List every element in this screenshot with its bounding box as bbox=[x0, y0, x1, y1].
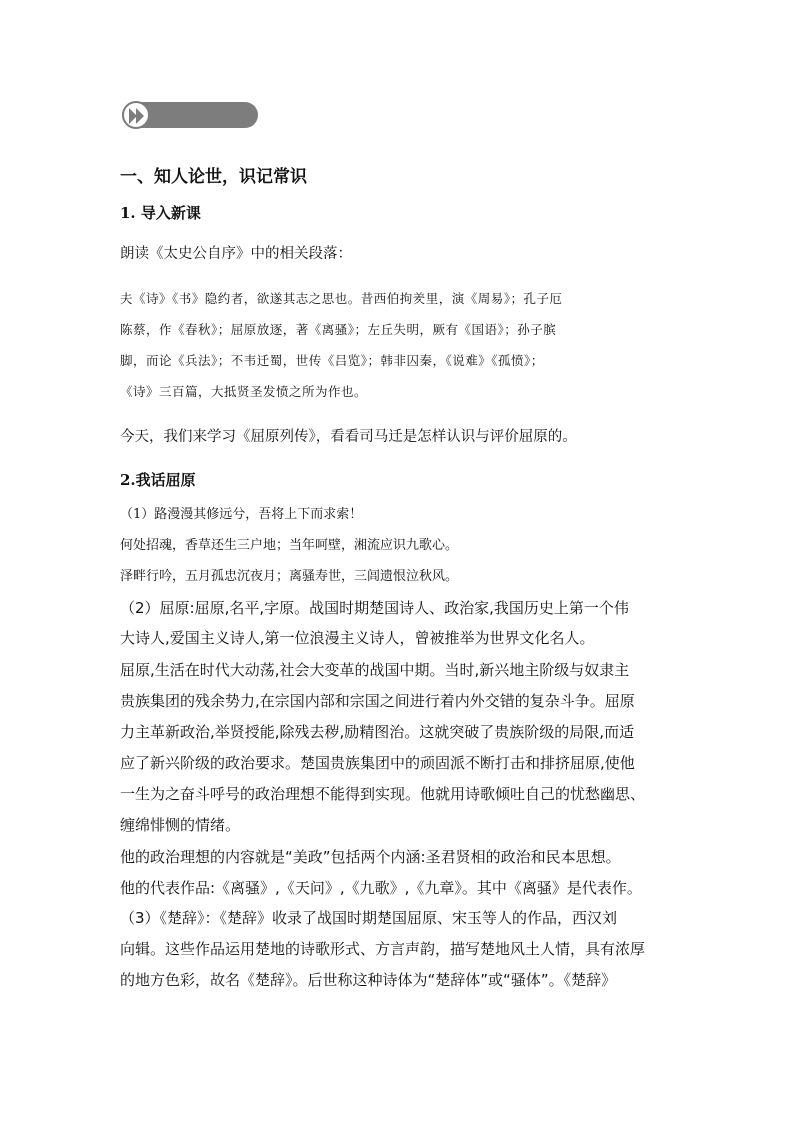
paragraph-line: 屈原,生活在时代大动荡,社会大变革的战国中期。当时,新兴地主阶级与奴隶主 bbox=[120, 661, 630, 679]
intro-text: 朗读《太史公自序》中的相关段落： bbox=[120, 246, 352, 262]
paragraph-line: 缠绵悱恻的情绪。 bbox=[120, 816, 241, 834]
section-banner bbox=[122, 102, 258, 128]
subsection-title-quyuan: 2.我话屈原 bbox=[120, 471, 196, 489]
quote-line: 夫《诗》《书》隐约者，欲遂其志之思也。昔西伯拘羑里，演《周易》；孔子厄 bbox=[120, 291, 563, 306]
today-text: 今天，我们来学习《屈原列传》，看看司马迁是怎样认识与评价屈原的。 bbox=[120, 429, 577, 445]
paragraph-line: 他的代表作品:《离骚》,《天问》,《九歌》,《九章》。其中《离骚》是代表作。 bbox=[120, 879, 642, 897]
paragraph-line: 的地方色彩，故名《楚辞》。后世称这种诗体为“楚辞体”或“骚体”。《楚辞》 bbox=[120, 971, 617, 989]
subsection-title-intro: 1. 导入新课 bbox=[120, 204, 201, 222]
paragraph-line: 一生为之奋斗呼号的政治理想不能得到实现。他就用诗歌倾吐自己的忧愁幽思、 bbox=[120, 785, 646, 803]
paragraph-line: 他的政治理想的内容就是“美政”包括两个内涵:圣君贤相的政治和民本思想。 bbox=[120, 848, 621, 866]
section-title: 一、知人论世，识记常识 bbox=[120, 167, 307, 187]
poem-line: 何处招魂，香草还生三户地；当年呵壁，湘流应识九歌心。 bbox=[120, 538, 459, 553]
paragraph-line: 向辑。这些作品运用楚地的诗歌形式、方言声韵，描写楚地风土人情，具有浓厚 bbox=[120, 940, 646, 958]
quote-line: 陈蔡，作《春秋》；屈原放逐，著《离骚》；左丘失明，厥有《国语》；孙子膑 bbox=[120, 322, 557, 337]
paragraph-line: 应了新兴阶级的政治要求。楚国贵族集团中的顽固派不断打击和排挤屈原,使他 bbox=[120, 754, 635, 772]
quote-line: 《诗》三百篇，大抵贤圣发愤之所为作也。 bbox=[120, 384, 368, 399]
quote-line: 脚，而论《兵法》；不韦迁蜀，世传《吕览》；韩非囚秦，《说难》《孤愤》； bbox=[120, 353, 544, 368]
paragraph-line: （2）屈原:屈原,名平,字原。战国时期楚国诗人、政治家,我国历史上第一个伟 bbox=[120, 599, 629, 617]
paragraph-line: （3）《楚辞》：《楚辞》收录了战国时期楚国屈原、宋玉等人的作品，西汉刘 bbox=[120, 909, 618, 927]
fast-forward-icon bbox=[122, 101, 150, 129]
poem-line: 泽畔行吟，五月孤忠沉夜月；离骚寿世，三闾遗恨泣秋风。 bbox=[120, 569, 459, 584]
poem-line: （1）路漫漫其修远兮，吾将上下而求索！ bbox=[120, 507, 363, 522]
paragraph-line: 大诗人,爱国主义诗人,第一位浪漫主义诗人，曾被推举为世界文化名人。 bbox=[120, 629, 595, 647]
paragraph-line: 贵族集团的残余势力,在宗国内部和宗国之间进行着内外交错的复杂斗争。屈原 bbox=[120, 692, 635, 710]
paragraph-line: 力主革新政治,举贤授能,除残去秽,励精图治。这就突破了贵族阶级的局限,而适 bbox=[120, 723, 635, 741]
